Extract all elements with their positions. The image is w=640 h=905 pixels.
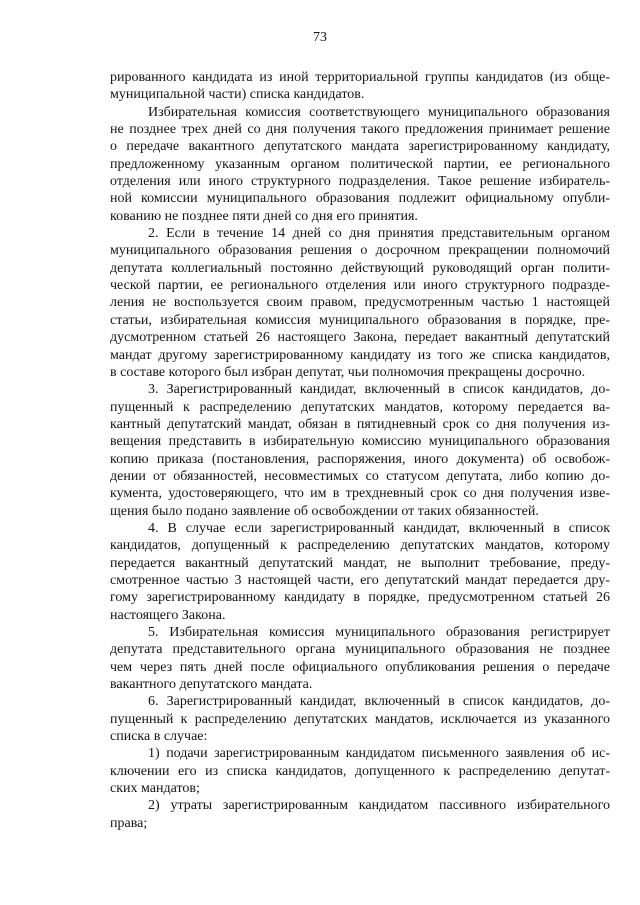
- text-line: 1) подачи зарегистрированным кандидатом письменного заявления об ис-: [148, 746, 610, 762]
- text-line: вещения представить в избирательную комиссию муниципального образования: [110, 434, 610, 450]
- text-line: 4. В случае если зарегистрированный кандидат, включенный в список: [148, 520, 610, 536]
- text-line: депутата коллегиальный постоянно действующий руководящий орган полити-: [110, 260, 610, 276]
- text-line: муниципальной части) списка кандидатов.: [110, 87, 365, 103]
- text-line: вакантного депутатского мандата.: [110, 677, 313, 693]
- text-line: ключении его из списка кандидатов, допущенного к распределению депутат-: [110, 763, 610, 779]
- paragraph: [110, 225, 610, 381]
- text-line: ских мандатов;: [110, 781, 200, 797]
- text-line: передается вакантный депутатский мандат, не выполнит требование, преду-: [110, 555, 610, 571]
- paragraph: [110, 520, 610, 624]
- text-line: кантный депутатский мандат, обязан в пятидневный срок со дня получения из-: [110, 416, 610, 432]
- text-line: отделения или иного структурного подразделения. Такое решение избиратель-: [110, 174, 610, 190]
- text-line: 2. Если в течение 14 дней со дня принятия представительным органом: [148, 226, 610, 242]
- text-line: о передаче вакантного депутатского мандата зарегистрированному кандидату,: [110, 139, 610, 155]
- text-line: чем через пять дней после официального опубликования решения о передаче: [110, 659, 610, 675]
- paragraph: [110, 69, 610, 104]
- text-line: пущенный к распределению депутатских мандатов, исключается из указанного: [110, 711, 610, 727]
- text-line: кумента, удостоверяющего, что им в трехдневный срок со дня получения изве-: [110, 486, 610, 502]
- text-line: Избирательная комиссия соответствующего муниципального образования: [148, 104, 610, 120]
- text-line: копию приказа (постановления, распоряжения, иного документа) об освобож-: [110, 451, 610, 467]
- text-line: щения было подано заявление об освобождении от таких обязанностей.: [110, 503, 539, 519]
- text-line: муниципального образования решения о досрочном прекращении полномочий: [110, 243, 610, 259]
- text-line: дении от обязанностей, несовместимых со статусом депутата, либо копию до-: [110, 468, 610, 484]
- text-line: рированного кандидата из иной территориальной группы кандидатов (из обще-: [110, 70, 610, 85]
- text-line: ной комиссии муниципального образования подлежит официальному опубли-: [110, 191, 610, 207]
- text-line: кованию не позднее пяти дней со дня его принятия.: [110, 208, 418, 224]
- text-line: 5. Избирательная комиссия муниципального образования регистрирует: [148, 625, 610, 640]
- paragraph: [110, 381, 610, 520]
- text-line: мандат другому зарегистрированному кандидату из того же списка кандидатов,: [110, 347, 610, 363]
- text-line: права;: [110, 815, 148, 831]
- text-line: 2) утраты зарегистрированным кандидатом пассивного избирательного: [148, 798, 610, 814]
- page-number: 73: [313, 30, 327, 45]
- paragraph: [110, 693, 610, 745]
- paragraph: [110, 797, 610, 832]
- text-line: ления не воспользуется своим правом, предусмотренным частью 1 настоящей: [110, 295, 610, 311]
- text-line: в составе которого был избран депутат, чьи полномочия прекращены досрочно.: [110, 364, 586, 380]
- text-line: кандидатов, допущенный к распределению депутатских мандатов, которому: [110, 538, 610, 554]
- text-line: депутата представительного органа муниципального образования не позднее: [110, 642, 610, 658]
- text-line: настоящего Закона.: [110, 607, 226, 623]
- text-line: 6. Зарегистрированный кандидат, включенный в список кандидатов, до-: [148, 694, 610, 710]
- text-line: дусмотренном статьей 26 настоящего Закона, передает вакантный депутатский: [110, 330, 610, 346]
- text-line: не позднее трех дней со дня получения такого предложения принимает решение: [110, 122, 610, 138]
- text-line: статьи, избирательная комиссия муниципального образования в порядке, пре-: [110, 312, 610, 328]
- text-line: смотренное частью 3 настоящей части, его депутатский мандат передается дру-: [110, 572, 610, 588]
- text-line: предложенному указанным органом политической партии, ее регионального: [110, 156, 610, 172]
- text-line: ческой партии, ее регионального отделения или иного структурного подразде-: [110, 278, 610, 294]
- text-line: пущенный к распределению депутатских мандатов, которому передается ва-: [110, 399, 610, 415]
- text-line: гому зарегистрированному кандидату в порядке, предусмотренном статьей 26: [110, 590, 610, 606]
- text-line: 3. Зарегистрированный кандидат, включенный в список кандидатов, до-: [148, 382, 610, 398]
- document-body: [110, 69, 610, 832]
- text-line: списка в случае:: [110, 729, 208, 745]
- paragraph: [110, 745, 610, 797]
- paragraph: [110, 624, 610, 693]
- paragraph: [110, 104, 610, 225]
